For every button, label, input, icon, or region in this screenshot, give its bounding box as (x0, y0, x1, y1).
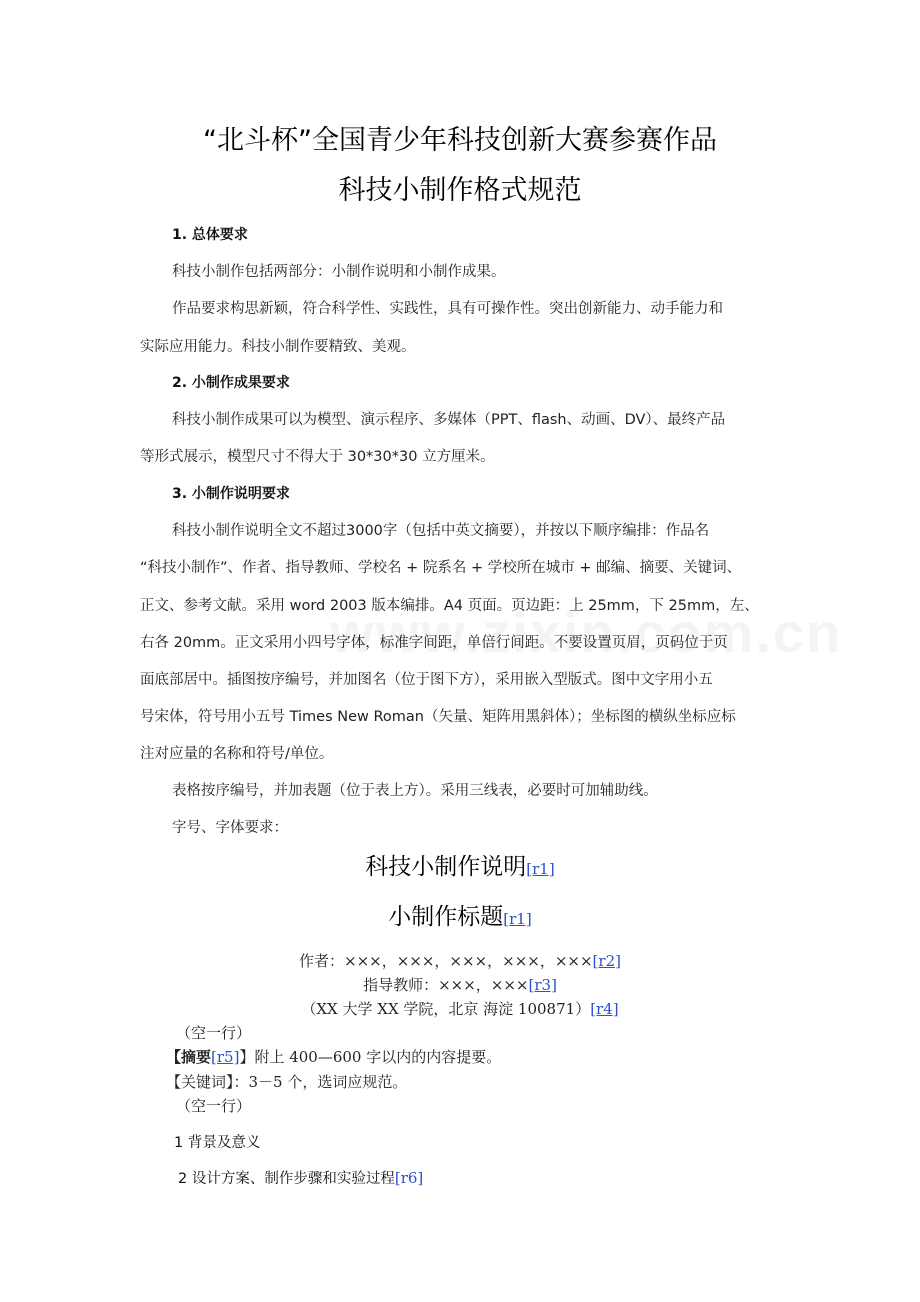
comment-ref-link[interactable]: [r1] (503, 910, 532, 928)
comment-ref-link[interactable]: [r5] (211, 1048, 240, 1066)
paragraph: 作品要求构思新颖，符合科学性、实践性，具有可操作性。突出创新能力、动手能力和 (172, 301, 723, 317)
paragraph: 字号、字体要求： (172, 820, 288, 836)
sample-authors (0, 950, 920, 971)
abstract-label: 【摘要 (166, 1048, 212, 1066)
paragraph: 实际应用能力。科技小制作要精致、美观。 (140, 339, 416, 355)
sample-doc-title-text: 科技小制作说明 (365, 854, 527, 880)
sample-advisors-text: 指导教师：×××，××× (363, 976, 529, 994)
paragraph: 科技小制作说明全文不超过3000字（包括中英文摘要），并按以下顺序编排：作品名 (172, 523, 710, 539)
sample-affiliation-text: （XX 大学 XX 学院，北京 海淀 100871） (301, 1000, 591, 1018)
paragraph: 号宋体，符号用小五号 Times New Roman（矢量、矩阵用黑斜体）；坐标图的横纵坐标应标 (140, 709, 736, 725)
paragraph: 科技小制作成果可以为模型、演示程序、多媒体（PPT、flash、动画、DV）、最终产品 (172, 412, 726, 428)
sample-keywords: 【关键词】：3－5 个，选词应规范。 (166, 1073, 408, 1091)
section-heading-3: 3. 小制作说明要求 (172, 486, 290, 502)
paragraph: 正文、参考文献。采用 word 2003 版本编排。A4 页面。页边距：上 25mm，下 25mm，左、 (140, 598, 759, 614)
sample-doc-title (0, 848, 920, 881)
section-heading-1: 1. 总体要求 (172, 227, 248, 243)
sample-sub-title-text: 小制作标题 (388, 904, 504, 930)
section-heading-2: 2. 小制作成果要求 (172, 375, 290, 391)
comment-ref-link[interactable]: [r3] (528, 976, 557, 994)
sample-section-2 (178, 1167, 423, 1188)
main-title-line1: “北斗杯”全国青少年科技创新大赛参赛作品 (203, 125, 717, 156)
paragraph: 面底部居中。插图按序编号，并加图名（位于图下方），采用嵌入型版式。图中文字用小五 (140, 672, 713, 688)
sample-affiliation (0, 998, 920, 1019)
sample-abstract (166, 1046, 501, 1067)
paragraph: 科技小制作包括两部分：小制作说明和小制作成果。 (172, 264, 506, 280)
comment-ref-link[interactable]: [r6] (394, 1169, 424, 1187)
paragraph: 右各 20mm。正文采用小四号字体，标准字间距，单倍行间距。不要设置页眉，页码位于页 (140, 635, 728, 651)
abstract-text: 】附上 400—600 字以内的内容提要。 (239, 1048, 502, 1066)
paragraph: 等形式展示，模型尺寸不得大于 30*30*30 立方厘米。 (140, 449, 495, 465)
sample-section-2-text: 2 设计方案、制作步骤和实验过程 (178, 1171, 395, 1187)
paragraph: “科技小制作”、作者、指导教师、学校名 + 院系名 + 学校所在城市 + 邮编、摘要、关键词、 (140, 560, 742, 576)
sample-advisors (0, 974, 920, 995)
sample-authors-text: 作者：×××，×××，×××，×××，××× (299, 952, 593, 970)
blank-line-note: （空一行） (176, 1097, 252, 1115)
comment-ref-link[interactable]: [r2] (592, 952, 621, 970)
sample-sub-title (0, 898, 920, 931)
comment-ref-link[interactable]: [r4] (590, 1000, 619, 1018)
sample-section-1: 1 背景及意义 (174, 1135, 261, 1151)
paragraph: 表格按序编号，并加表题（位于表上方）。采用三线表，必要时可加辅助线。 (172, 783, 658, 799)
comment-ref-link[interactable]: [r1] (526, 860, 555, 878)
main-title-line2: 科技小制作格式规范 (338, 175, 582, 206)
blank-line-note: （空一行） (176, 1024, 252, 1042)
paragraph: 注对应量的名称和符号/单位。 (140, 746, 334, 762)
